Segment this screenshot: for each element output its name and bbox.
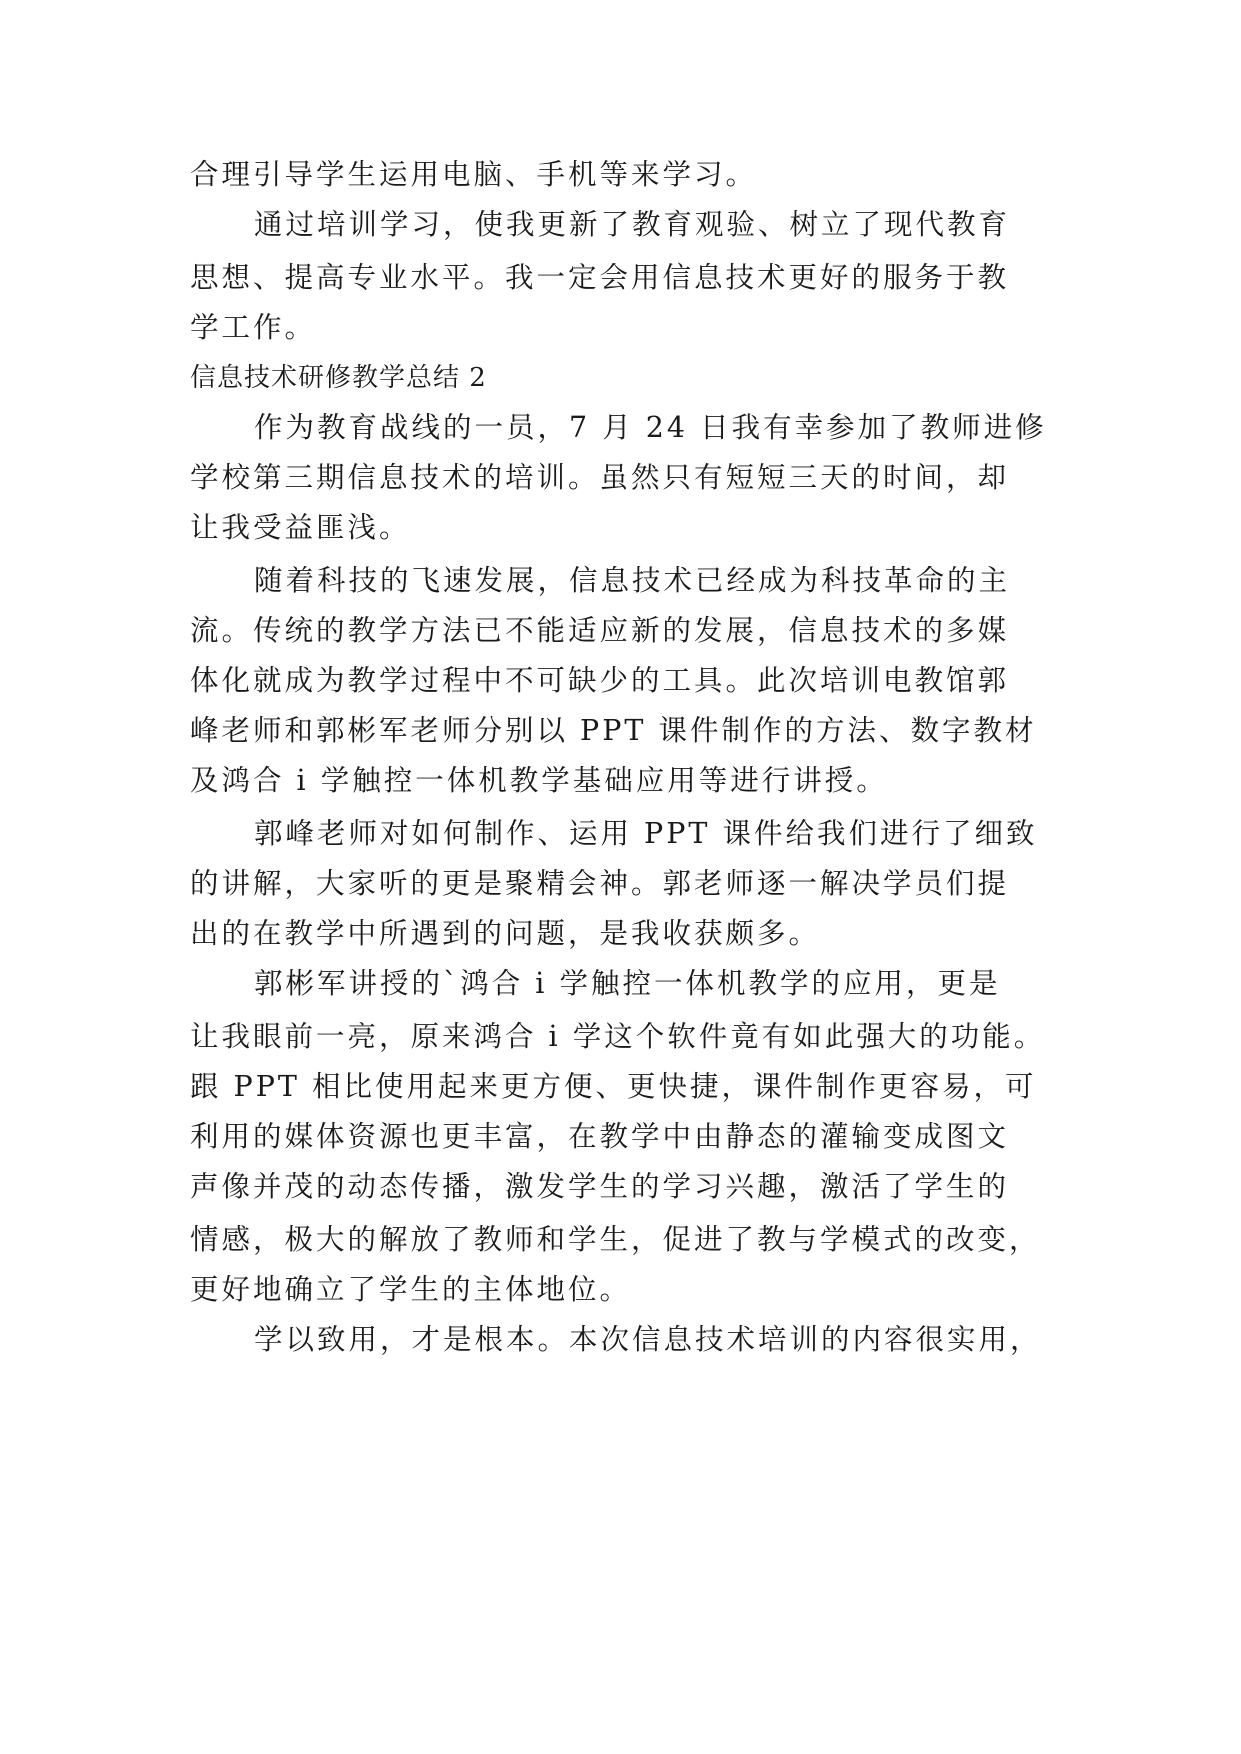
- paragraph-start: 郭彬军讲授的`鸿合 i 学触控一体机教学的应用，更是: [254, 967, 1001, 1000]
- text-line: 峰老师和郭彬军老师分别以 PPT 课件制作的方法、数字教材: [190, 714, 1037, 747]
- text-line: 声像并茂的动态传播，激发学生的学习兴趣，激活了学生的: [190, 1170, 1010, 1203]
- text-line: 利用的媒体资源也更丰富，在教学中由静态的灌输变成图文: [190, 1120, 1010, 1153]
- text-line: 学校第三期信息技术的培训。虽然只有短短三天的时间，却: [190, 461, 1010, 494]
- text-line: 及鸿合 i 学触控一体机教学基础应用等进行讲授。: [190, 764, 888, 797]
- text-line: 让我受益匪浅。: [190, 511, 411, 544]
- text-line: 学工作。: [190, 311, 317, 344]
- section-heading: 信息技术研修教学总结 2: [190, 363, 487, 393]
- paragraph-start: 随着科技的飞速发展，信息技术已经成为科技革命的主: [254, 564, 1011, 597]
- text-line: 流。传统的教学方法已不能适应新的发展，信息技术的多媒: [190, 614, 1010, 647]
- text-line: 跟 PPT 相比使用起来更方便、更快捷，课件制作更容易，可: [190, 1070, 1037, 1103]
- text-line: 让我眼前一亮，原来鸿合 i 学这个软件竟有如此强大的功能。: [190, 1020, 1046, 1053]
- paragraph-start: 通过培训学习，使我更新了教育观验、树立了现代教育: [254, 208, 1011, 241]
- text-line: 的讲解，大家听的更是聚精会神。郭老师逐一解决学员们提: [190, 867, 1010, 900]
- paragraph-start: 郭峰老师对如何制作、运用 PPT 课件给我们进行了细致: [254, 817, 1038, 850]
- text-line: 合理引导学生运用电脑、手机等来学习。: [190, 158, 758, 191]
- paragraph-start: 作为教育战线的一员，7 月 24 日我有幸参加了教师进修: [254, 411, 1047, 444]
- text-line: 出的在教学中所遇到的问题，是我收获颇多。: [190, 917, 821, 950]
- text-line: 思想、提高专业水平。我一定会用信息技术更好的服务于教: [190, 261, 1010, 294]
- text-line: 更好地确立了学生的主体地位。: [190, 1273, 632, 1306]
- text-line: 体化就成为教学过程中不可缺少的工具。此次培训电教馆郭: [190, 664, 1010, 697]
- text-line: 情感，极大的解放了教师和学生，促进了教与学模式的改变，: [190, 1223, 1041, 1256]
- paragraph-start: 学以致用，才是根本。本次信息技术培训的内容很实用，: [254, 1323, 1042, 1356]
